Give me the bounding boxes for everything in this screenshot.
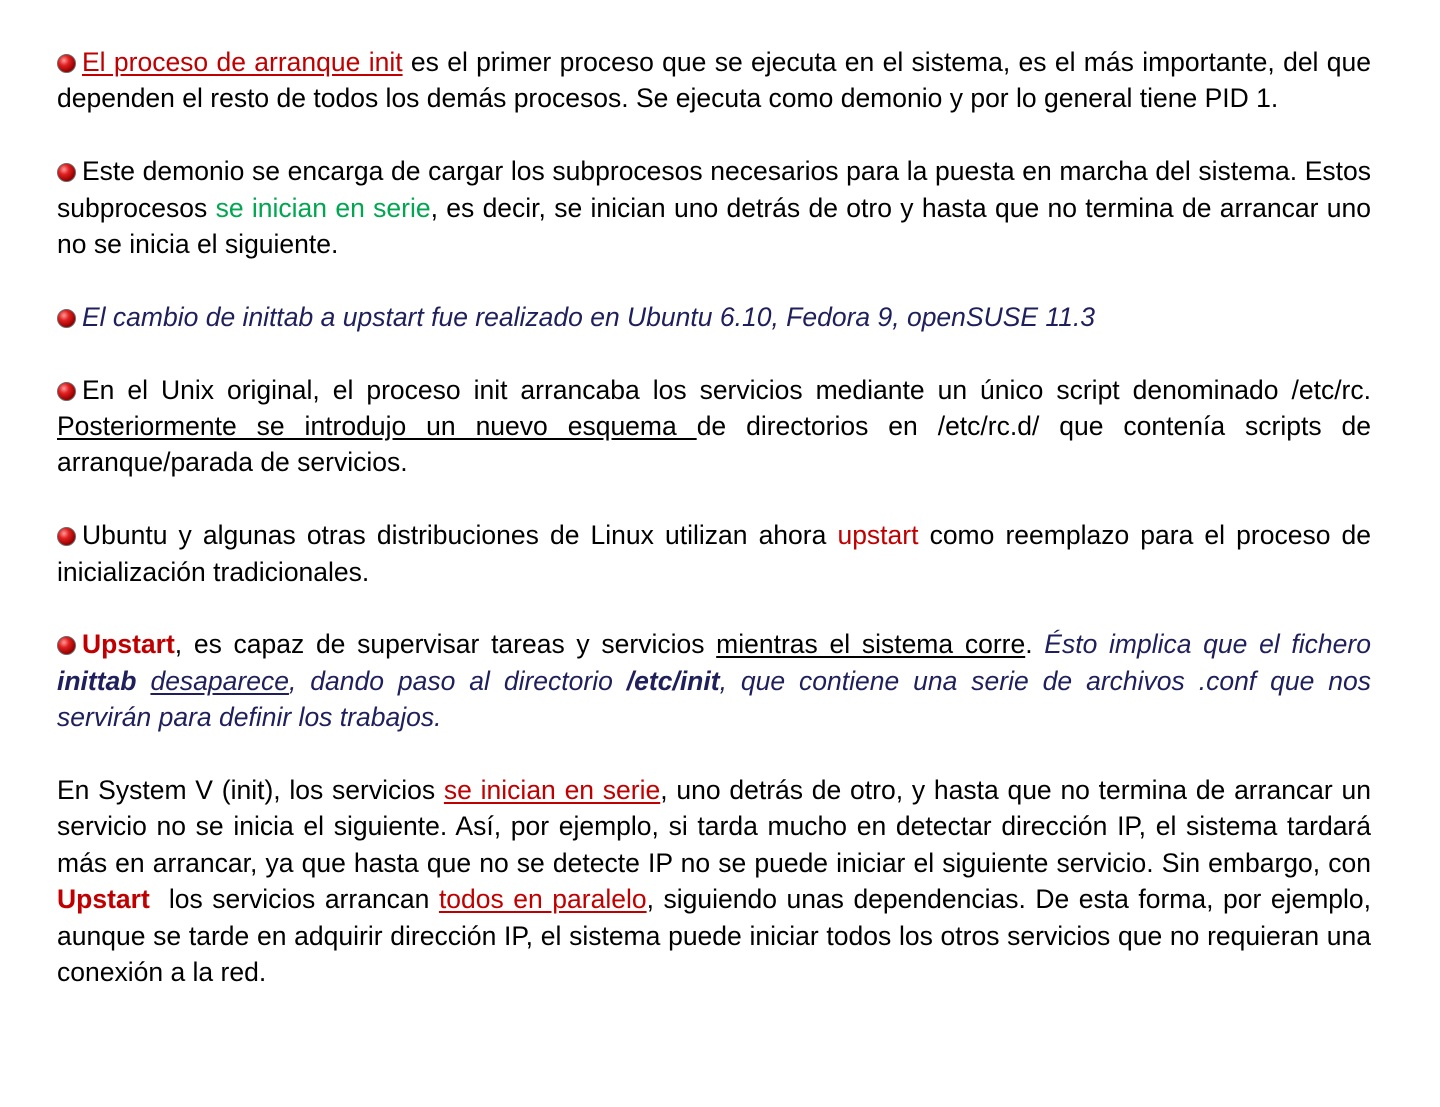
paragraph-text: En el Unix original, el proceso init arrancaba los servicios mediante un único script denominado /etc/rc. <box>82 374 1371 405</box>
inittab-bold: inittab <box>57 665 137 696</box>
while-running-underlined: mientras el sistema corre <box>716 629 1026 660</box>
italic-text: , que contiene una serie de archivos .conf que nos servirán para definir los trabajos. <box>57 665 1371 733</box>
paragraph-init-process <box>57 44 1371 117</box>
paragraph-text: El cambio de inittab a upstart fue realizado en Ubuntu 6.10, Fedora 9, openSUSE 11.3 <box>82 301 1096 332</box>
paragraph-text: . <box>1025 629 1045 660</box>
italic-text: Ésto implica que el fichero <box>1044 629 1371 660</box>
new-scheme-underlined: Posteriormente se introdujo un nuevo esquema <box>57 411 697 442</box>
paragraph-text: los servicios arrancan <box>149 884 439 915</box>
document-body <box>57 44 1371 1027</box>
paragraph-daemon <box>57 153 1371 262</box>
paragraph-text: , uno detrás de otro, y hasta que no termina de arrancar un servicio no se inicia el siguiente. Así, por ejemplo, si tarda mucho en detectar dirección IP, el sistema tardará más en arrancar, ya que hasta que no se detecte IP no se puede iniciar el siguiente servicio. Sin embargo, con <box>57 775 1371 878</box>
init-process-link[interactable]: El proceso de arranque init <box>82 47 403 77</box>
italic-space <box>137 666 151 696</box>
paragraph-ubuntu-upstart <box>57 517 1371 590</box>
serial-start-highlight: se inician en serie <box>215 192 431 223</box>
paragraph-text: de directorios en /etc/rc.d/ que contenía scripts de arranque/parada de servicios. <box>57 411 1372 478</box>
upstart-highlight: upstart <box>837 520 919 551</box>
red-sphere-bullet-icon <box>57 54 76 73</box>
etc-init-bold: /etc/init <box>626 665 720 696</box>
italic-text: , dando paso al directorio <box>288 665 627 696</box>
parallel-link[interactable]: todos en paralelo <box>438 884 647 915</box>
paragraph-upstart-supervise <box>57 626 1371 735</box>
red-sphere-bullet-icon <box>57 309 76 328</box>
red-sphere-bullet-icon <box>57 163 76 182</box>
paragraph-text: , siguiendo unas dependencias. De esta forma, por ejemplo, aunque se tarde en adquirir dirección IP, el sistema puede iniciar todos los otros servicios que no requieran una conexión a la red. <box>57 884 1371 988</box>
paragraph-text: , es capaz de supervisar tareas y servicios <box>174 629 717 660</box>
paragraph-system-v <box>57 772 1371 990</box>
red-sphere-bullet-icon <box>57 382 76 401</box>
paragraph-text: Ubuntu y algunas otras distribuciones de Linux utilizan ahora <box>82 520 838 551</box>
red-sphere-bullet-icon <box>57 527 76 546</box>
paragraph-unix-original <box>57 372 1371 481</box>
paragraph-text: Este demonio se encarga de cargar los subprocesos necesarios para la puesta en marcha del sistema. Estos subprocesos <box>57 156 1371 223</box>
upstart-bold: Upstart <box>82 629 175 660</box>
paragraph-text: como reemplazo para el proceso de inicialización tradicionales. <box>57 520 1372 587</box>
paragraph-text: En System V (init), los servicios <box>57 775 444 806</box>
red-sphere-bullet-icon <box>57 636 76 655</box>
serial-start-link[interactable]: se inician en serie <box>443 775 661 806</box>
paragraph-upstart-change <box>57 299 1371 335</box>
paragraph-text: , es decir, se inician uno detrás de otro y hasta que no termina de arrancar uno no se inicia el siguiente. <box>57 192 1371 260</box>
upstart-bold: Upstart <box>57 884 150 915</box>
disappears-underlined: desaparece <box>150 665 289 696</box>
paragraph-text: es el primer proceso que se ejecuta en el sistema, es el más importante, del que dependen el resto de todos los demás procesos. Se ejecuta como demonio y por lo general tiene PID 1. <box>57 47 1371 114</box>
